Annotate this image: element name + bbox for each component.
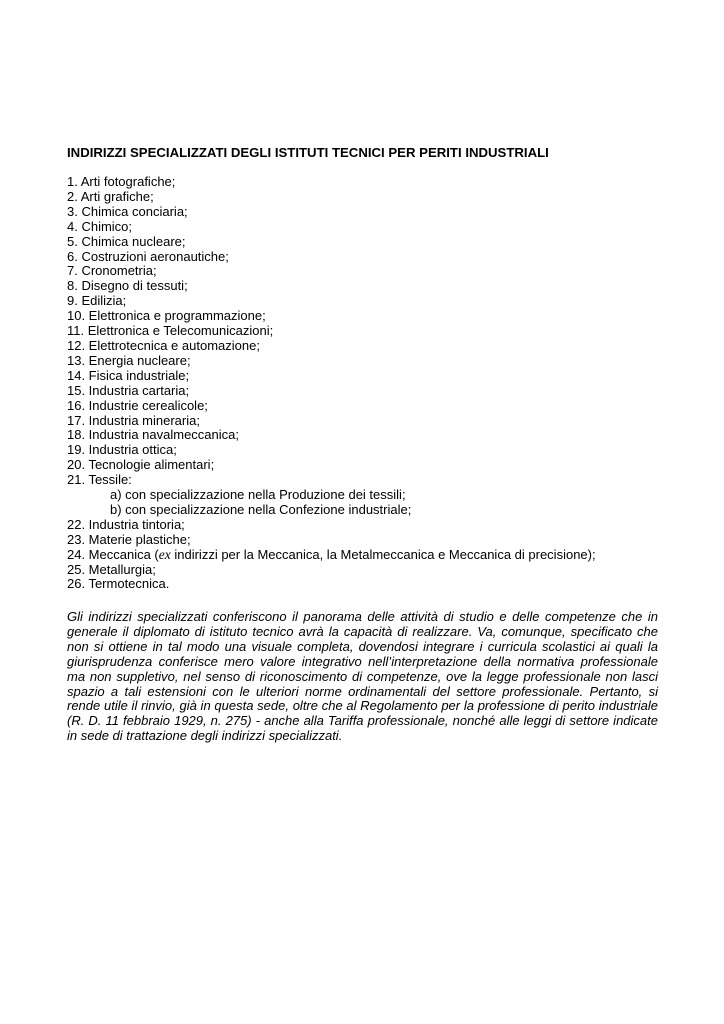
list-item: 11. Elettronica e Telecomunicazioni; — [67, 323, 274, 339]
list-item: 16. Industrie cerealicole; — [67, 397, 208, 413]
list-item: 10. Elettronica e programmazione; — [67, 308, 266, 324]
list-item: 14. Fisica industriale; — [67, 367, 190, 383]
list-item: 13. Energia nucleare; — [67, 352, 191, 368]
list-item: 1. Arti fotografiche; — [67, 174, 176, 189]
list-item: 3. Chimica conciaria; — [67, 203, 188, 219]
list-item: 23. Materie plastiche; — [67, 531, 191, 547]
list-item-text: indirizzi per la Meccanica, la Metalmeccanica e Meccanica di precisione); — [170, 546, 596, 562]
list-item: 17. Industria mineraria; — [67, 412, 200, 428]
document-title: INDIRIZZI SPECIALIZZATI DEGLI ISTITUTI TECNICI PER PERITI INDUSTRIALI — [67, 145, 549, 160]
paragraph-line: ma non suppletivo, nel senso di riconoscimento di competenze, ove la legge professionale non lasci — [67, 668, 658, 684]
list-item: 6. Costruzioni aeronautiche; — [67, 248, 229, 264]
list-item: 21. Tessile: — [67, 472, 132, 488]
paragraph-line: non si ottiene in tal modo una visuale completa, dovendosi integrare i curricula scolastici ai quali la — [67, 638, 658, 654]
sub-list-item: a) con specializzazione nella Produzione dei tessili; — [110, 487, 406, 503]
list-item — [67, 548, 596, 563]
paragraph-line: rende utile il rinvio, già in questa sede, oltre che al Regolamento per la professione di perito industriale — [67, 698, 658, 714]
list-item-text: 24. Meccanica ( — [67, 546, 159, 562]
list-item: 25. Metallurgia; — [67, 561, 156, 577]
list-item: 19. Industria ottica; — [67, 442, 177, 458]
list-item: 5. Chimica nucleare; — [67, 233, 186, 249]
ex-latin-word: ex — [158, 546, 171, 562]
specializations-list — [67, 175, 596, 592]
paragraph-line: in sede di trattazione degli indirizzi specializzati. — [67, 728, 343, 744]
list-item: 18. Industria navalmeccanica; — [67, 427, 239, 443]
list-item: 26. Termotecnica. — [67, 576, 170, 592]
paragraph-line: (R. D. 11 febbraio 1929, n. 275) - anche alla Tariffa professionale, nonché alle leggi di settore indicate — [67, 713, 658, 729]
list-item: 12. Elettrotecnica e automazione; — [67, 337, 260, 353]
paragraph-line: giurisprudenza conferisce mero valore integrativo nell’interpretazione della normativa professionale — [67, 653, 658, 669]
closing-paragraph — [67, 610, 658, 744]
list-item: 8. Disegno di tessuti; — [67, 278, 188, 294]
list-item: 20. Tecnologie alimentari; — [67, 457, 215, 473]
paragraph-line: Gli indirizzi specializzati conferiscono il panorama delle attività di studio e delle competenze che in — [67, 609, 658, 624]
list-item: 7. Cronometria; — [67, 263, 157, 279]
list-item: 9. Edilizia; — [67, 293, 127, 309]
list-item: 2. Arti grafiche; — [67, 188, 154, 204]
list-item: 22. Industria tintoria; — [67, 516, 185, 532]
sub-list-item: b) con specializzazione nella Confezione industriale; — [110, 501, 412, 517]
list-item: 15. Industria cartaria; — [67, 382, 190, 398]
list-item: 4. Chimico; — [67, 218, 133, 234]
paragraph-line: generale il diplomato di istituto tecnico avrà la capacità di realizzare. Va, comunque, specificato che — [67, 623, 658, 639]
paragraph-line: spazio a tali estensioni con le ulteriori norme ordinamentali del settore professionale. Pertanto, si — [67, 683, 658, 699]
